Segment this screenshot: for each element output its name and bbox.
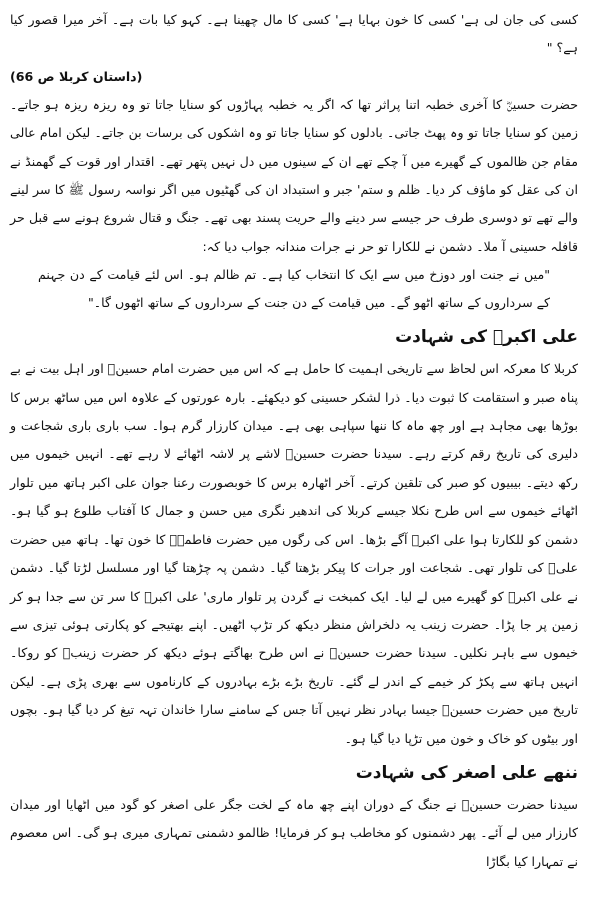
intro-quote-text: کسی کی جان لی ہے' کسی کا خون بہایا ہے' کسی کا مال چھینا ہے۔ کہو کیا بات ہے۔ آخر میرا قصور کیا ہے؟ " <box>10 12 578 56</box>
hur-quote: "میں نے جنت اور دوزخ میں سے ایک کا انتخاب کیا ہے۔ تم ظالم ہو۔ اس لئے قیامت کے دن جہنم کے سرداروں کے ساتھ اٹھو گے۔ میں قیامت کے دن جنت کے سرداروں کے ساتھ اٹھوں گا۔" <box>38 267 550 311</box>
heading-ali-asghar-martyrdom: ننھے علی اصغر کی شہادت <box>355 762 578 783</box>
paragraph-ali-asghar: سیدنا حضرت حسینؓ نے جنگ کے دوران اپنے چھ ماہ کے لخت جگر علی اصغر کو گود میں اٹھایا اور میدان کارزار میں لے آئے۔ پھر دشمنوں کو مخاطب ہو کر فرمایا! ظالمو دشمنی تمہاری میری ہو گی۔ اس معصوم نے تمہارا کیا بگاڑا <box>10 796 578 869</box>
paragraph-last-sermon: حضرت حسینؓ کا آخری خطبہ اتنا پراثر تھا کہ اگر یہ خطبہ پہاڑوں کو سنایا جاتا تو وہ ریزہ ریزہ ہو جاتے۔ زمین کو سنایا جاتا تو وہ پھٹ جاتی۔ بادلوں کو سنایا جاتا تو وہ اشکوں کی برسات بن جاتے۔ لیکن امام عالی مقام جن ظالموں کے گھیرے میں آ چکے تھے ان کے سینوں میں دل نہیں پتھر تھے۔ اقتدار اور قوت کے گھمنڈ نے ان کی عقل کو ماؤف کر دیا۔ ظلم و ستم' جبر و استبداد ان کی گھٹیوں میں اگر نواسہ رسول ﷺ کا سر لینے والے تھے تو دوسری طرف حر جیسے سر دینے والے حریت پسند بھی تھے۔ جنگ و قتال شروع ہونے سے قبل حر قافلہ حسینی آ ملا۔ دشمن نے للکارا تو حر نے جرات مندانہ جواب دیا کہ: <box>10 96 578 254</box>
paragraph-ali-akbar: کربلا کا معرکہ اس لحاظ سے تاریخی اہمیت کا حامل ہے کہ اس میں حضرت امام حسینؓ اور اہل بیت نے بے پناہ صبر و استقامت کا ثبوت دیا۔ ذرا لشکر حسینی کو دیکھئے۔ بارہ عورتوں کے علاوہ اس میں ساٹھ برس کا بوڑھا بھی مجاہد ہے اور چھ ماہ کا ننھا سپاہی بھی ہے۔ میدان کارزار گرم ہوا۔ سب باری باری شجاعت و دلیری کی تاریخ رقم کرتے رہے۔ سیدنا حضرت حسینؓ لاشے پر لاشہ اٹھائے لا رہے تھے۔ انہیں خیموں میں رکھ دیتے۔ بیبیوں کو صبر کی تلقین کرتے۔ آخر اٹھارہ برس کا خوبصورت رعنا جوان علی اکبر ہاتھ میں تلوار اٹھائے خیموں سے اس طرح نکلا جیسے کربلا کی اندھیر نگری میں حسن و جمال کا آفتاب طلوع ہو گیا ہو۔ دشمن کو للکارتا ہوا علی اکبرؓ آگے بڑھا۔ اس کی رگوں میں حضرت فاطمہؓ کا خون تھا۔ ہاتھ میں حضرت علیؓ کی تلوار تھی۔ شجاعت اور جرات کا پیکر بڑھتا گیا۔ دشمن پہ چڑھتا گیا اور مسلسل لڑتا گیا۔ دشمن نے علی اکبرؓ کو گھیرے میں لے لیا۔ ایک کمبخت نے گردن پر تلوار ماری' علی اکبرؓ کا سر تن سے جدا ہو کر زمین پر جا پڑا۔ حضرت زینب یہ دلخراش منظر دیکھ کر تڑپ اٹھیں۔ اپنے بھتیجے کو پکارتی ہوئی تیزی سے خیموں سے باہر نکلیں۔ سیدنا حضرت حسینؓ نے اس طرح بھاگتے ہوئے دیکھ کر حضرت زینبؓ کو روکا۔ انہیں ہاتھ سے پکڑ کر خیمے کے اندر لے گئے۔ تاریخ بڑے بڑے بہادروں کے کارناموں سے بھری پڑی ہے۔ لیکن تاریخ میں حضرت حسینؓ جیسا بہادر نظر نہیں آتا جس کے سامنے سارا خاندان تہہ تیغ کر دیا گیا ہو۔ بچوں اور بیٹوں کو خاک و خون میں تڑپا دیا گیا ہو۔ <box>10 361 578 746</box>
heading-ali-akbar-martyrdom: علی اکبرؓ کی شہادت <box>395 327 578 348</box>
source-citation: (داستان کربلا ص 66) <box>10 68 143 84</box>
